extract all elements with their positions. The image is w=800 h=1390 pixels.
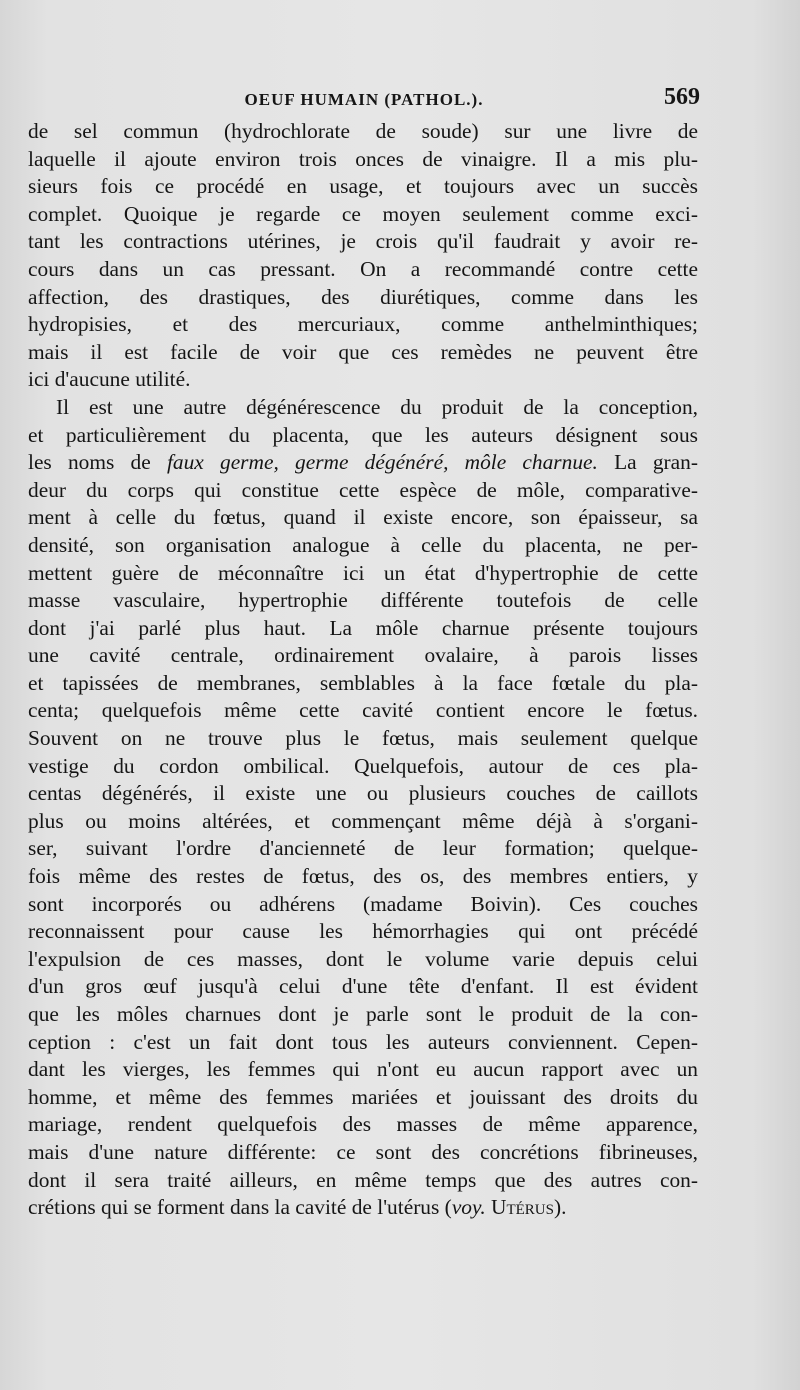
text-segment: dant les vierges, les femmes qui n'ont eu aucun rapport avec un: [28, 1057, 698, 1082]
text-line: [28, 504, 698, 532]
text-line: [28, 1056, 698, 1084]
text-line: [28, 477, 698, 505]
text-line: [28, 394, 698, 422]
body-text: [28, 118, 698, 1222]
text-segment: laquelle il ajoute environ trois onces de vinaigre. Il a mis plu-: [28, 146, 698, 171]
text-line: [28, 725, 698, 753]
text-line: [28, 422, 698, 450]
text-line: [28, 642, 698, 670]
text-segment: plus ou moins altérées, et commençant même déjà à s'organi-: [28, 808, 698, 833]
text-line: [28, 1139, 698, 1167]
text-segment: ).: [553, 1195, 567, 1220]
text-line: [28, 311, 698, 339]
text-segment: ment à celle du fœtus, quand il existe encore, son épaisseur, sa: [28, 505, 698, 530]
text-line: [28, 449, 698, 477]
text-line: [28, 1084, 698, 1112]
text-segment: sieurs fois ce procédé en usage, et toujours avec un succès: [28, 174, 698, 199]
text-segment: ception : c'est un fait dont tous les auteurs conviennent. Cepen-: [28, 1029, 698, 1054]
text-line: [28, 1001, 698, 1029]
text-line: [28, 173, 698, 201]
text-line: [28, 228, 698, 256]
text-line: [28, 753, 698, 781]
text-segment: tant les contractions utérines, je crois qu'il faudrait y avoir re-: [28, 229, 698, 254]
text-segment: mais il est facile de voir que ces remèdes ne peuvent être: [28, 339, 698, 364]
text-line: [28, 1111, 698, 1139]
text-segment: une cavité centrale, ordinairement ovalaire, à parois lisses: [28, 643, 698, 668]
text-segment: densité, son organisation analogue à celle du placenta, ne per-: [28, 532, 698, 557]
text-segment: dont il sera traité ailleurs, en même temps que des autres con-: [28, 1167, 698, 1192]
text-segment: ser, suivant l'ordre d'ancienneté de leur formation; quelque-: [28, 836, 698, 861]
text-sc: Utérus: [491, 1195, 554, 1220]
page-number: 569: [664, 84, 700, 110]
text-line: [28, 560, 698, 588]
text-segment: affection, des drastiques, des diurétiques, comme dans les: [28, 284, 698, 309]
text-segment: Souvent on ne trouve plus le fœtus, mais seulement quelque: [28, 726, 698, 751]
text-segment: La gran-: [597, 450, 698, 475]
italic-text: faux germe, germe dégénéré, môle charnue.: [166, 450, 598, 475]
text-segment: complet. Quoique je regarde ce moyen seulement comme exci-: [28, 201, 698, 226]
text-line: [28, 780, 698, 808]
text-segment: et tapissées de membranes, semblables à la face fœtale du pla-: [28, 670, 698, 695]
text-segment: hydropisies, et des mercuriaux, comme anthelminthiques;: [28, 312, 698, 337]
text-segment: d'un gros œuf jusqu'à celui d'une tête d'enfant. Il est évident: [28, 974, 698, 999]
text-line: [28, 615, 698, 643]
text-segment: de sel commun (hydrochlorate de soude) sur une livre de: [28, 119, 698, 143]
text-line: [28, 146, 698, 174]
text-line: [28, 670, 698, 698]
text-line: [28, 918, 698, 946]
text-segment: reconnaissent pour cause les hémorrhagies qui ont précédé: [28, 919, 698, 944]
page-header: [28, 84, 700, 118]
text-segment: crétions qui se forment dans la cavité de l'utérus (: [28, 1195, 452, 1220]
text-segment: sont incorporés ou adhérens (madame Boivin). Ces couches: [28, 891, 698, 916]
text-line: [28, 587, 698, 615]
text-segment: fois même des restes de fœtus, des os, des membres entiers, y: [28, 864, 698, 889]
text-segment: centa; quelquefois même cette cavité contient encore le fœtus.: [28, 698, 698, 723]
text-segment: deur du corps qui constitue cette espèce de môle, comparative-: [28, 477, 698, 502]
text-segment: vestige du cordon ombilical. Quelquefois, autour de ces pla-: [28, 753, 698, 778]
text-line: [28, 946, 698, 974]
text-line: [28, 863, 698, 891]
text-segment: mais d'une nature différente: ce sont des concrétions fibrineuses,: [28, 1139, 698, 1164]
text-segment: homme, et même des femmes mariées et jouissant des droits du: [28, 1084, 698, 1109]
text-line: [28, 201, 698, 229]
text-line: [28, 1029, 698, 1057]
text-segment: masse vasculaire, hypertrophie différente toutefois de celle: [28, 588, 698, 613]
text-line: [28, 339, 698, 367]
text-segment: cours dans un cas pressant. On a recommandé contre cette: [28, 256, 698, 281]
text-segment: centas dégénérés, il existe une ou plusieurs couches de caillots: [28, 781, 698, 806]
text-segment: l'expulsion de ces masses, dont le volume varie depuis celui: [28, 946, 698, 971]
text-segment: ici d'aucune utilité.: [28, 367, 191, 392]
text-line: [28, 532, 698, 560]
text-segment: que les môles charnues dont je parle sont le produit de la con-: [28, 1002, 698, 1026]
text-segment: mettent guère de méconnaître ici un état d'hypertrophie de cette: [28, 560, 698, 585]
text-segment: dont j'ai parlé plus haut. La môle charnue présente toujours: [28, 615, 698, 640]
text-line: [28, 1167, 698, 1195]
text-line: [28, 118, 698, 146]
text-line: [28, 835, 698, 863]
italic-text: voy.: [451, 1195, 486, 1220]
text-line: [28, 256, 698, 284]
text-segment: et particulièrement du placenta, que les auteurs désignent sous: [28, 422, 698, 447]
text-segment: Il est une autre dégénérescence du produit de la conception,: [56, 394, 698, 419]
text-line: [28, 808, 698, 836]
text-line: [28, 973, 698, 1001]
text-segment: les noms de: [28, 450, 167, 475]
text-line: [28, 284, 698, 312]
text-line: [28, 891, 698, 919]
text-line: [28, 697, 698, 725]
text-line: [28, 1194, 698, 1222]
running-head: OEUF HUMAIN (PATHOL.).: [244, 90, 484, 109]
text-line: [28, 366, 698, 394]
text-segment: mariage, rendent quelquefois des masses de même apparence,: [28, 1112, 698, 1137]
